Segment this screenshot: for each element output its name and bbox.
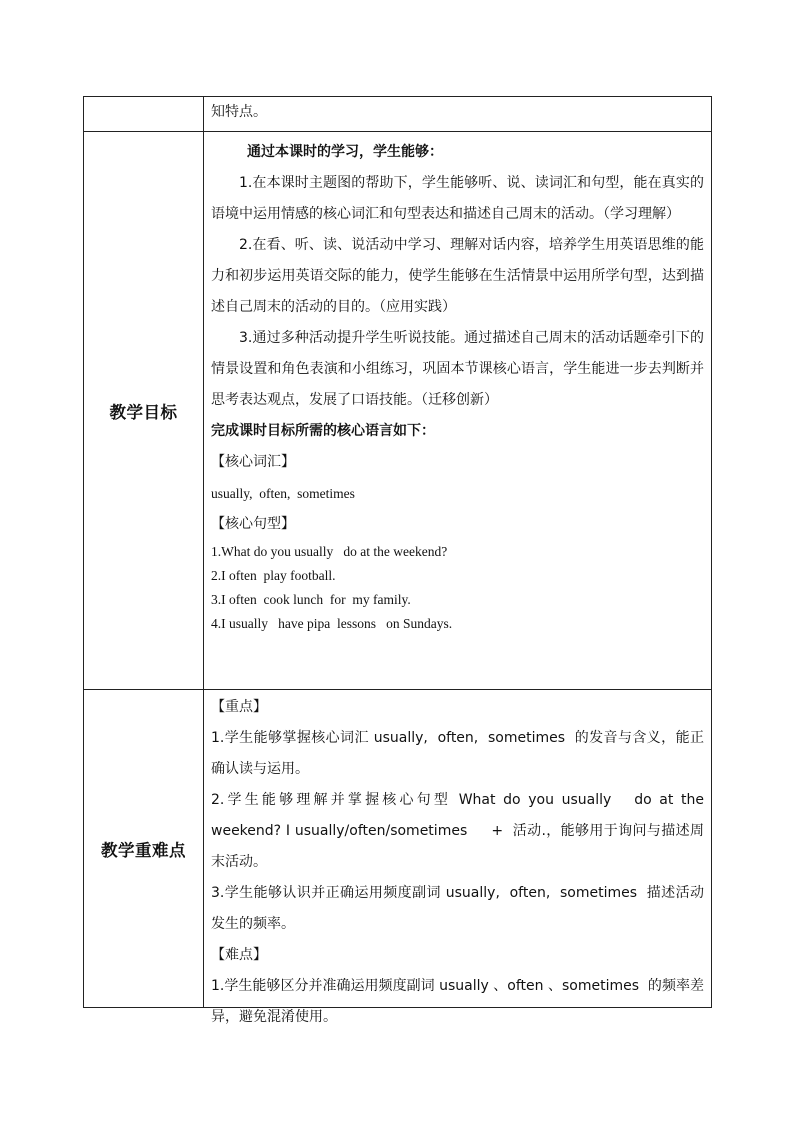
vocab-heading: 【核心词汇】 <box>211 454 295 470</box>
continuation-row <box>84 97 711 131</box>
focus-item-3: 3.学生能够认识并正确运用频度副词 usually, often, sometimes 描述活动发生的频率。 <box>211 885 704 932</box>
objectives-row <box>84 131 711 689</box>
objective-item-2: 2.在看、听、读、说活动中学习、理解对话内容，培养学生用英语思维的能力和初步运用英语交际的能力，使学生能够在生活情景中运用所学句型，达到描述自己周末的活动的目的。（应用实践） <box>211 237 704 315</box>
key-points-row <box>84 689 711 1025</box>
objective-item-3: 3.通过多种活动提升学生听说技能。通过描述自己周末的活动话题牵引下的情景设置和角色表演和小组练习，巩固本节课核心语言，学生能进一步去判断并思考表达观点，发展了口语技能。（迁移创新） <box>211 330 704 408</box>
key-points-content <box>204 690 711 1025</box>
objectives-content <box>204 132 711 689</box>
focus-item-2: 2.学生能够理解并掌握核心句型 What do you usually do at the weekend? I usually/often/sometimes + 活动.，能够用于询问与描述周末活动。 <box>211 792 709 870</box>
continuation-label-cell <box>84 97 204 131</box>
objectives-intro: 通过本课时的学习，学生能够： <box>247 144 443 160</box>
difficulty-heading: 【难点】 <box>211 947 267 963</box>
sentence-heading: 【核心句型】 <box>211 516 295 532</box>
objectives-label: 教学目标 <box>84 132 204 689</box>
key-points-label: 教学重难点 <box>84 690 204 1007</box>
continuation-text: 知特点。 <box>211 104 267 120</box>
focus-heading: 【重点】 <box>211 699 267 715</box>
core-language-heading: 完成课时目标所需的核心语言如下： <box>211 423 435 439</box>
continuation-content-cell <box>204 97 711 131</box>
sentence-item-4: 4.I usually have pipa lessons on Sundays. <box>211 616 453 631</box>
sentence-item-1: 1.What do you usually do at the weekend? <box>211 544 448 559</box>
sentence-item-3: 3.I often cook lunch for my family. <box>211 592 411 607</box>
sentence-item-2: 2.I often play football. <box>211 568 336 583</box>
lesson-plan-table <box>83 96 712 1025</box>
focus-item-1: 1.学生能够掌握核心词汇 usually, often, sometimes 的发音与含义，能正确认读与运用。 <box>211 730 704 777</box>
vocab-list: usually, often, sometimes <box>211 486 355 501</box>
objective-item-1: 1.在本课时主题图的帮助下，学生能够听、说、读词汇和句型，能在真实的语境中运用情感的核心词汇和句型表达和描述自己周末的活动。（学习理解） <box>211 175 704 222</box>
difficulty-item-1: 1.学生能够区分并准确运用频度副词 usually 、often 、sometimes 的频率差异，避免混淆使用。 <box>211 978 704 1025</box>
